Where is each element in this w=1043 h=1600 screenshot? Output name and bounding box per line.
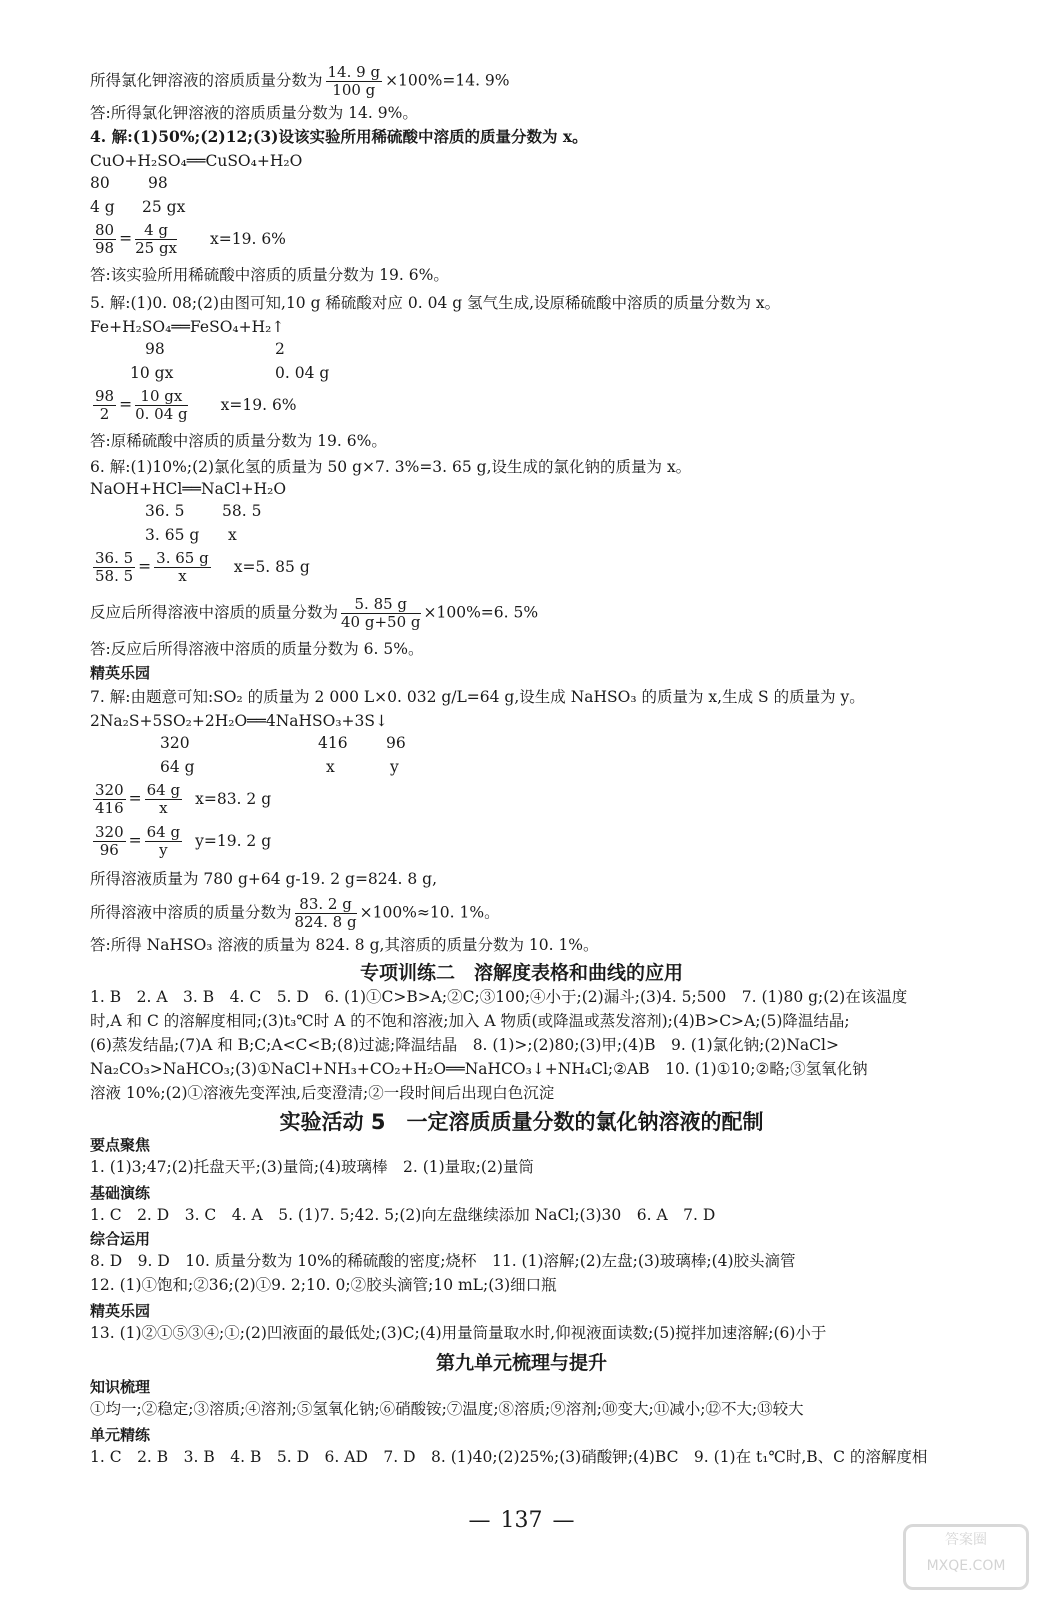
mass-value: 98	[145, 340, 165, 358]
mass-value: 320	[160, 734, 190, 752]
mass-value: 10 gx	[130, 364, 174, 382]
mass-value: 3. 65 g	[145, 526, 200, 544]
answer-line: 1. (1)3;47;(2)托盘天平;(3)量筒;(4)玻璃棒 2. (1)量取;(2)量筒	[90, 1158, 534, 1176]
fraction: $\frac{64 g}{y}$	[146, 823, 181, 859]
fraction: $\frac{5. 85 g}{40 g+50 g}$	[341, 595, 421, 631]
mass-value: x	[326, 758, 335, 776]
equation: NaOH+HCl══NaCl+H₂O	[90, 480, 287, 498]
mass-value: 36. 5	[145, 502, 185, 520]
subsection-heading: 精英乐园	[90, 664, 151, 682]
subsection-heading: 要点聚焦	[90, 1136, 151, 1154]
question-5: 5. 解:(1)0. 08;(2)由图可知,10 g 稀硫酸对应 0. 04 g 氢气生成,设原稀硫酸中溶质的质量分数为 x。	[90, 294, 781, 312]
mass-value: 25 gx	[142, 198, 186, 216]
answer-line: 溶液 10%;(2)①溶液先变浑浊,后变澄清;②一段时间后出现白色沉淀	[90, 1084, 555, 1102]
section-title: 第九单元梳理与提升	[435, 1352, 607, 1374]
answer-line: 13. (1)②①⑤③④;①;(2)凹液面的最低处;(3)C;(4)用量筒量取水时,仰视液面读数;(5)搅拌加速溶解;(6)小于	[90, 1324, 827, 1342]
subsection-heading: 精英乐园	[90, 1302, 151, 1320]
subsection-heading: 综合运用	[90, 1230, 151, 1248]
answer-line: 12. (1)①饱和;②36;(2)①9. 2;10. 0;②胶头滴管;10 mL;(3)细口瓶	[90, 1276, 557, 1294]
answer-line: Na₂CO₃>NaHCO₃;(3)①NaCl+NH₃+CO₂+H₂O══NaHCO₃↓+NH₄Cl;②AB 10. (1)①10;②略;③氢氧化钠	[90, 1060, 868, 1078]
equation: 2Na₂S+5SO₂+2H₂O══4NaHSO₃+3S↓	[90, 712, 389, 730]
proportion-line: $\frac{98}{2}$ = $\frac{10 gx}{0. 04 g}$ x=19. 6%	[95, 387, 297, 423]
mass-value: 4 g	[90, 198, 115, 216]
proportion-line: $\frac{320}{416}$ = $\frac{64 g}{x}$ x=83. 2 g	[95, 781, 272, 817]
mass-value: 58. 5	[222, 502, 262, 520]
mass-value: 80	[90, 174, 110, 192]
answer-line: 1. B 2. A 3. B 4. C 5. D 6. (1)①C>B>A;②C;③100;④小于;(2)漏斗;(3)4. 5;500 7. (1)80 g;(2)在该温度	[90, 988, 908, 1006]
answer-line: 1. C 2. D 3. C 4. A 5. (1)7. 5;42. 5;(2)向左盘继续添加 NaCl;(3)30 6. A 7. D	[90, 1206, 716, 1224]
equation: CuO+H₂SO₄══CuSO₄+H₂O	[90, 152, 303, 170]
answer-line: 1. C 2. B 3. B 4. B 5. D 6. AD 7. D 8. (1)40;(2)25%;(3)硝酸钾;(4)BC 9. (1)在 t₁℃时,B、C 的溶解度相	[90, 1448, 928, 1466]
subsection-heading: 单元精练	[90, 1426, 151, 1444]
text-line: 所得溶液中溶质的质量分数为 $\frac{83. 2 g}{824. 8 g}$ ×100%≈10. 1%。	[90, 895, 500, 931]
answer-line: 答:反应后所得溶液中溶质的质量分数为 6. 5%。	[90, 640, 424, 658]
text-line: 所得氯化钾溶液的溶质质量分数为 $\frac{14. 9 g}{100 g}$ ×100%=14. 9%	[90, 63, 510, 99]
fraction: $\frac{98}{2}$	[95, 387, 115, 423]
answer-line: ①均一;②稳定;③溶质;④溶剂;⑤氢氧化钠;⑥硝酸铵;⑦温度;⑧溶质;⑨溶剂;⑩变大;⑪减小;⑫不大;⑬较大	[90, 1400, 804, 1418]
mass-value: 0. 04 g	[275, 364, 330, 382]
answer-line: 8. D 9. D 10. 质量分数为 10%的稀硫酸的密度;烧杯 11. (1)溶解;(2)左盘;(3)玻璃棒;(4)胶头滴管	[90, 1252, 796, 1270]
answer-line: 答:原稀硫酸中溶质的质量分数为 19. 6%。	[90, 432, 387, 450]
proportion-line: $\frac{80}{98}$ = $\frac{4 g}{25 gx}$ x=19. 6%	[95, 221, 286, 257]
answer-line: 答:所得氯化钾溶液的溶质质量分数为 14. 9%。	[90, 104, 418, 122]
question-6: 6. 解:(1)10%;(2)氯化氢的质量为 50 g×7. 3%=3. 65 g,设生成的氯化钠的质量为 x。	[90, 458, 692, 476]
mass-value: x	[228, 526, 237, 544]
proportion-line: $\frac{320}{96}$ = $\frac{64 g}{y}$ y=19. 2 g	[95, 823, 272, 859]
answer-line: 答:该实验所用稀硫酸中溶质的质量分数为 19. 6%。	[90, 266, 449, 284]
fraction: $\frac{36. 5}{58. 5}$	[95, 549, 134, 585]
fraction: $\frac{10 gx}{0. 04 g}$	[135, 387, 188, 423]
mass-value: 96	[386, 734, 406, 752]
section-title: 专项训练二 溶解度表格和曲线的应用	[359, 962, 683, 984]
fraction: $\frac{80}{98}$	[95, 221, 115, 257]
fraction: $\frac{64 g}{x}$	[146, 781, 181, 817]
mass-value: 2	[275, 340, 285, 358]
fraction: $\frac{83. 2 g}{824. 8 g}$	[294, 895, 357, 931]
subsection-heading: 基础演练	[90, 1184, 151, 1202]
question-4: 4. 解:(1)50%;(2)12;(3)设该实验所用稀硫酸中溶质的质量分数为 x。	[90, 127, 588, 146]
watermark-logo: 答案圈 MXQE.COM	[903, 1524, 1029, 1590]
fraction: $\frac{320}{96}$	[95, 823, 124, 859]
fraction: $\frac{3. 65 g}{x}$	[156, 549, 209, 585]
answer-line: 时,A 和 C 的溶解度相同;(3)t₃℃时 A 的不饱和溶液;加入 A 物质(或降温或蒸发溶剂);(4)B>C>A;(5)降温结晶;	[90, 1012, 850, 1030]
answer-line: 答:所得 NaHSO₃ 溶液的质量为 824. 8 g,其溶质的质量分数为 10. 1%。	[90, 936, 599, 954]
mass-value: 98	[148, 174, 168, 192]
page-number: — 137 —	[0, 1508, 1043, 1533]
mass-value: 416	[318, 734, 348, 752]
mass-value: y	[390, 758, 399, 776]
section-title: 实验活动 5 一定溶质质量分数的氯化钠溶液的配制	[279, 1110, 764, 1134]
fraction: $\frac{14. 9 g}{100 g}$	[327, 63, 381, 99]
mass-value: 64 g	[160, 758, 195, 776]
question-7: 7. 解:由题意可知:SO₂ 的质量为 2 000 L×0. 032 g/L=64 g,设生成 NaHSO₃ 的质量为 x,生成 S 的质量为 y。	[90, 688, 865, 706]
proportion-line: $\frac{36. 5}{58. 5}$ = $\frac{3. 65 g}{x}$ x=5. 85 g	[95, 549, 310, 585]
text-line: 所得溶液质量为 780 g+64 g-19. 2 g=824. 8 g,	[90, 870, 438, 888]
equation: Fe+H₂SO₄══FeSO₄+H₂↑	[90, 318, 285, 336]
fraction: $\frac{4 g}{25 gx}$	[135, 221, 178, 257]
text-line: 反应后所得溶液中溶质的质量分数为 $\frac{5. 85 g}{40 g+50 g}$ ×100%=6. 5%	[90, 595, 539, 631]
fraction: $\frac{320}{416}$	[95, 781, 124, 817]
subsection-heading: 知识梳理	[90, 1378, 151, 1396]
answer-line: (6)蒸发结晶;(7)A 和 B;C;A<C<B;(8)过滤;降温结晶 8. (1)>;(2)80;(3)甲;(4)B 9. (1)氯化钠;(2)NaCl>	[90, 1036, 839, 1054]
